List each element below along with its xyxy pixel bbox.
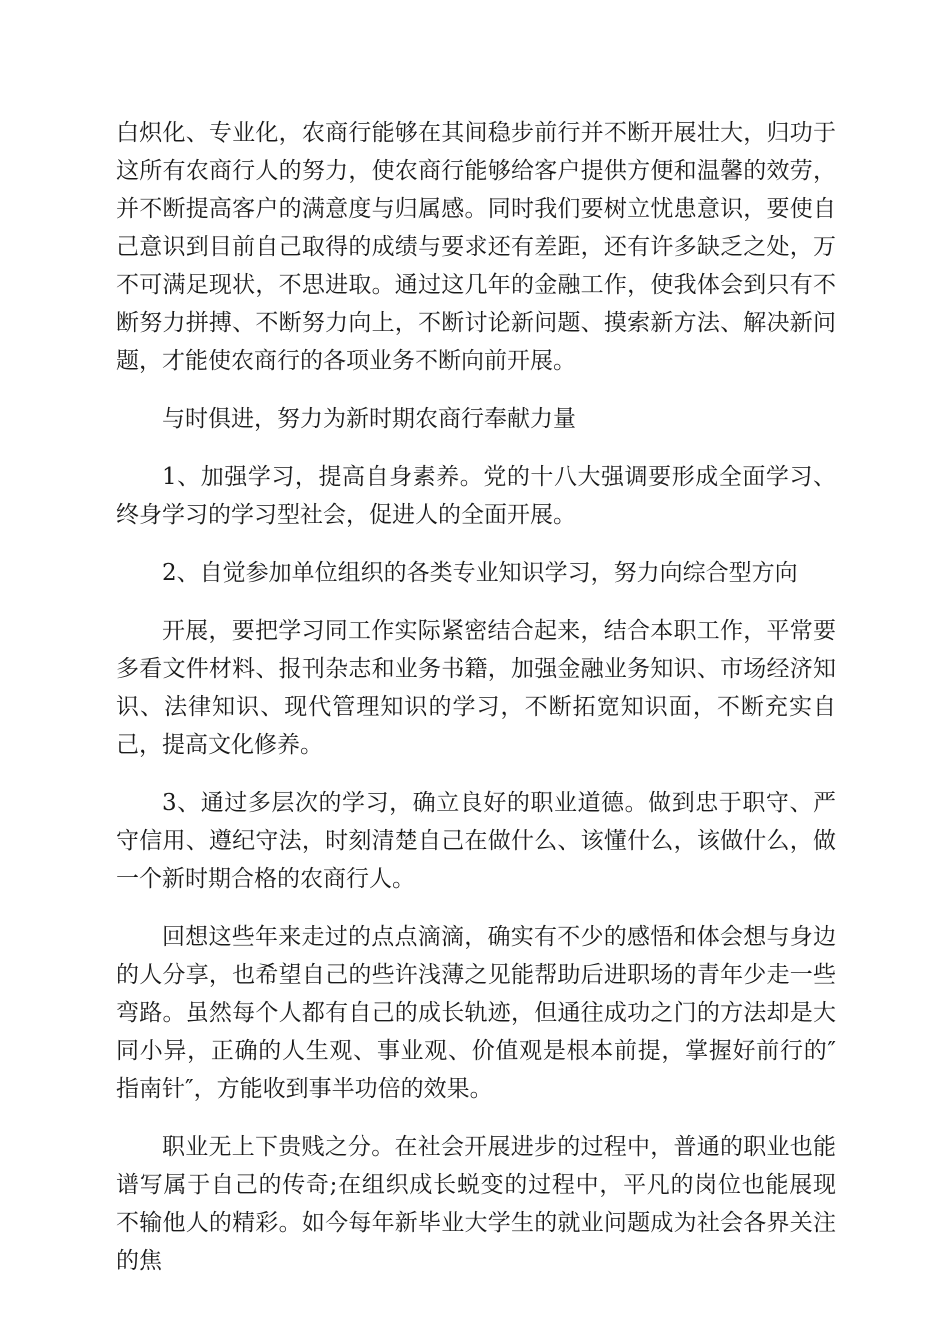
document-body — [116, 114, 836, 1300]
paragraph-continued: 白炽化、专业化，农商行能够在其间稳步前行并不断开展壮大，归功于这所有农商行人的努力，使农商行能够给客户提供方便和温馨的效劳，并不断提高客户的满意度与归属感。同时我们要树立忧患意识，要使自己意识到目前自己取得的成绩与要求还有差距，还有许多缺乏之处，万不可满足现状，不思进取。通过这几年的金融工作，使我体会到只有不断努力拼搏、不断努力向上，不断讨论新问题、摸索新方法、解决新问题，才能使农商行的各项业务不断向前开展。 — [116, 120, 836, 374]
paragraph-career: 职业无上下贵贱之分。在社会开展进步的过程中，普通的职业也能谱写属于自己的传奇;在组织成长蜕变的过程中，平凡的岗位也能展现不输他人的精彩。如今每年新毕业大学生的就业问题成为社会各界关注的焦 — [116, 1134, 836, 1274]
section-heading: 与时俱进，努力为新时期农商行奉献力量 — [162, 406, 576, 432]
paragraph-development: 开展，要把学习同工作实际紧密结合起来，结合本职工作，平常要多看文件材料、报刊杂志和业务书籍，加强金融业务知识、市场经济知识、法律知识、现代管理知识的学习，不断拓宽知识面，不断充实自己，提高文化修养。 — [116, 618, 836, 758]
list-item-2: 2、自觉参加单位组织的各类专业知识学习，努力向综合型方向 — [162, 560, 798, 586]
list-item-1: 1、加强学习，提高自身素养。党的十八大强调要形成全面学习、终身学习的学习型社会，促进人的全面开展。 — [116, 464, 836, 528]
paragraph-reflection: 回想这些年来走过的点点滴滴，确实有不少的感悟和体会想与身边的人分享，也希望自己的些许浅薄之见能帮助后进职场的青年少走一些弯路。虽然每个人都有自己的成长轨迹，但通往成功之门的方法却是大同小异，正确的人生观、事业观、价值观是根本前提，掌握好前行的″指南针″，方能收到事半功倍的效果。 — [116, 924, 836, 1102]
list-item-3: 3、通过多层次的学习，确立良好的职业道德。做到忠于职守、严守信用、遵纪守法，时刻清楚自己在做什么、该懂什么，该做什么，做一个新时期合格的农商行人。 — [116, 790, 836, 892]
